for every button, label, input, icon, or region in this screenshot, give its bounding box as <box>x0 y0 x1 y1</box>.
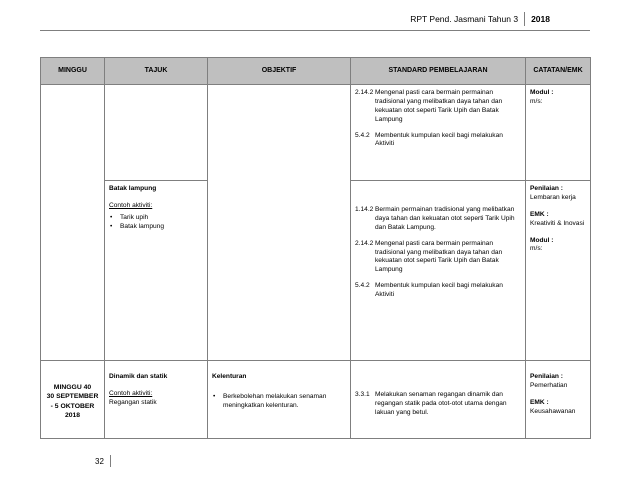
penilaian-value: Lembaran kerja <box>530 193 576 201</box>
objektif-title: Kelenturan <box>212 373 247 380</box>
footer-divider <box>110 455 111 467</box>
standard-number: 1.14.2 <box>355 206 374 213</box>
emk-value: Keusahawanan <box>530 407 576 415</box>
contoh-aktiviti-list <box>109 214 203 232</box>
document-year: 2018 <box>531 14 550 24</box>
standard-text: Mengenal pasti cara bermain permainan tradisional yang melibatkan daya tahan dan kekuatan otot seperti Tarik Upih dan Batak Lampung <box>375 239 503 274</box>
list-item: • Tarik upih <box>109 214 203 223</box>
tajuk-cell-empty <box>105 85 208 181</box>
minggu-line: 30 SEPTEMBER <box>46 393 99 401</box>
minggu-line: 2018 <box>64 411 81 419</box>
contoh-aktiviti-label: Contoh aktiviti: <box>109 201 153 209</box>
emk-label: EMK : <box>530 210 549 218</box>
standard-item <box>355 206 521 233</box>
standard-text: Membentuk kumpulan kecil bagi melakukan Aktiviti <box>375 282 503 299</box>
emk-label: EMK : <box>530 398 549 406</box>
standard-cell <box>351 85 526 181</box>
modul-label: Modul : <box>530 89 554 96</box>
tajuk-title: Batak lampung <box>109 185 157 192</box>
page-footer <box>95 455 111 467</box>
catatan-cell <box>526 361 591 439</box>
standard-text: Melakukan senaman regangan dinamik dan regangan statik pada otot-otot utama dengan lakuan yang betul. <box>375 391 507 416</box>
standard-item <box>355 132 521 150</box>
column-header-minggu: MINGGU <box>41 58 105 85</box>
column-header-objektif: OBJEKTIF <box>208 58 351 85</box>
standard-number: 3.3.1 <box>355 391 370 398</box>
standard-cell <box>351 181 526 361</box>
catatan-cell <box>526 181 591 361</box>
objektif-cell-empty <box>208 85 351 361</box>
lesson-plan-table <box>40 57 591 439</box>
modul-value: m/s: <box>530 97 543 105</box>
standard-number: 2.14.2 <box>355 239 374 247</box>
penilaian-label: Penilaian : <box>530 373 563 380</box>
standard-item <box>355 282 521 300</box>
table-header-row <box>41 58 591 85</box>
table-row <box>41 361 591 439</box>
contoh-aktiviti-label: Contoh aktiviti: <box>109 389 153 397</box>
standard-cell <box>351 361 526 439</box>
column-header-tajuk: TAJUK <box>105 58 208 85</box>
standard-text: Membentuk kumpulan kecil bagi melakukan Aktiviti <box>375 131 503 148</box>
objektif-cell <box>208 361 351 439</box>
column-header-catatan: CATATAN/EMK <box>526 58 591 85</box>
minggu-line: MINGGU 40 <box>53 384 92 392</box>
modul-value: m/s: <box>530 245 543 253</box>
emk-value: Kreativiti & Inovasi <box>530 219 585 227</box>
standard-item <box>355 240 521 276</box>
document-title: RPT Pend. Jasmani Tahun 3 <box>410 14 519 24</box>
tajuk-cell <box>105 361 208 439</box>
table-row <box>41 85 591 181</box>
list-item: • Batak lampung <box>109 223 203 232</box>
objektif-list <box>212 393 346 411</box>
standard-item <box>355 391 521 418</box>
column-header-standard: STANDARD PEMBELAJARAN <box>351 58 526 85</box>
minggu-cell <box>41 361 105 439</box>
penilaian-label: Penilaian : <box>530 185 563 192</box>
standard-number: 5.4.2 <box>355 131 370 139</box>
page-number: 32 <box>95 456 104 466</box>
contoh-aktiviti-value: Regangan statik <box>109 398 157 406</box>
tajuk-title: Dinamik dan statik <box>109 373 168 380</box>
standard-item <box>355 89 521 125</box>
penilaian-value: Pemerhatian <box>530 381 568 389</box>
tajuk-cell <box>105 181 208 361</box>
header-divider <box>524 12 525 26</box>
minggu-line: - 5 OKTOBER <box>50 402 95 410</box>
standard-text: Bermain permainan tradisional yang melibatkan daya tahan dan kekuatan otot seperti Tarik Upih dan Batak Lampung. <box>375 206 515 231</box>
minggu-cell-empty <box>41 85 105 361</box>
standard-number: 5.4.2 <box>355 282 370 290</box>
catatan-cell <box>526 85 591 181</box>
standard-number: 2.14.2 <box>355 89 374 96</box>
header-rule <box>40 30 590 31</box>
modul-label: Modul : <box>530 236 554 244</box>
page-header <box>410 12 550 26</box>
list-item: • Berkebolehan melakukan senaman meningkatkan kelenturan. <box>212 393 346 411</box>
standard-text: Mengenal pasti cara bermain permainan tradisional yang melibatkan daya tahan dan kekuatan otot seperti Tarik Upih dan Batak Lampung <box>375 89 503 123</box>
